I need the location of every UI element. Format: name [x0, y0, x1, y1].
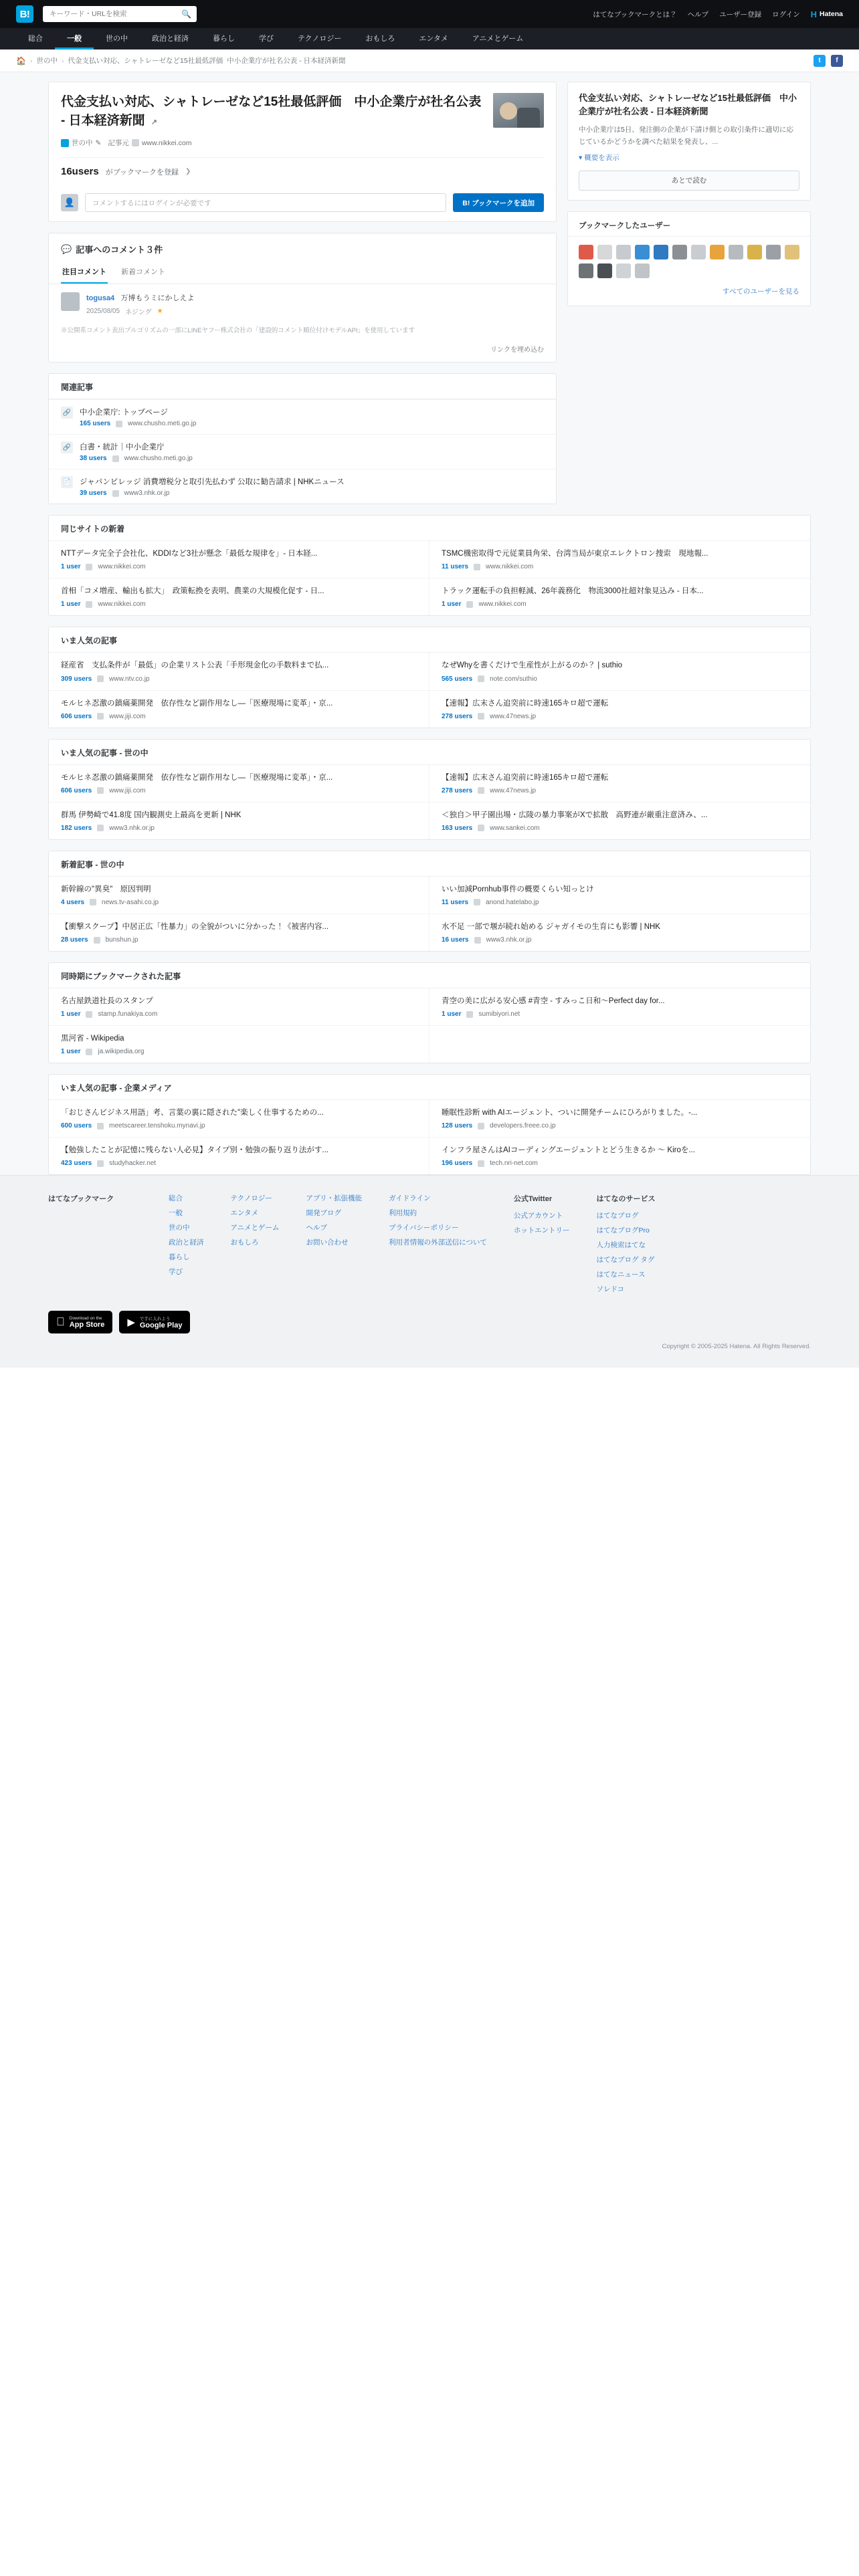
item-title[interactable]: ＜独自＞甲子園出場・広陵の暴力事案がXで拡散 高野連が厳重注意済み、... — [442, 811, 708, 819]
avatar[interactable] — [691, 245, 706, 259]
footer-link[interactable]: 政治と経済 — [169, 1239, 204, 1247]
footer-link[interactable]: 開発ブログ — [306, 1209, 341, 1218]
avatar[interactable] — [635, 245, 650, 259]
article-lists — [48, 515, 811, 1175]
comment-text: 万博もうミにかしえよ — [120, 294, 195, 303]
avatar[interactable] — [579, 263, 593, 278]
footer-brand: はてなブックマーク — [48, 1195, 114, 1204]
section-popular-yononaka — [48, 739, 811, 840]
footer-link[interactable]: お問い合わせ — [306, 1239, 349, 1247]
bookmark-users-grid — [568, 237, 810, 282]
item-users[interactable]: 11 users — [442, 563, 469, 571]
read-later-button[interactable]: あとで読む — [579, 171, 799, 191]
footer-link[interactable]: はてなニュース — [596, 1271, 646, 1279]
page-body — [0, 72, 859, 1368]
related-title[interactable]: 中小企業庁: トップページ — [80, 409, 168, 417]
header-link-login[interactable]: ログイン — [772, 10, 800, 19]
item-users[interactable]: 1 user — [61, 563, 81, 571]
related-articles-title: 関連記事 — [49, 374, 556, 399]
comment-compose-card — [48, 187, 557, 222]
avatar[interactable] — [616, 263, 631, 278]
item-domain: www.47news.jp — [490, 786, 537, 794]
app-store-badge-label: App Store — [61, 1320, 96, 1329]
item-users[interactable]: 278 users — [442, 712, 473, 720]
avatar: 👤 — [61, 194, 78, 211]
footer-link[interactable]: ホットエントリー — [513, 1226, 570, 1235]
related-title[interactable]: 白書・統計｜中小企業庁 — [80, 443, 165, 452]
section-title: いま人気の記事 - 企業メディア — [49, 1075, 810, 1100]
list-item[interactable] — [430, 877, 810, 914]
item-title[interactable]: トラック運転手の負担軽減、26年義務化 物流3000社超対象見込み - 日本... — [442, 587, 704, 596]
nav-tab-kurashi[interactable]: 暮らし — [213, 34, 235, 43]
section-title: 同時期にブックマークされた記事 — [49, 963, 810, 988]
comment-username[interactable]: togusa4 — [86, 294, 115, 303]
site-favicon-icon — [97, 787, 104, 794]
hatena-brand[interactable] — [811, 9, 843, 19]
item-title[interactable]: 「おじさんビジネス用語」考、言葉の裏に隠された"楽しく仕事するための... — [61, 1109, 324, 1117]
item-title[interactable]: 名古屋鉄道社長のスタンプ — [61, 997, 153, 1006]
search-input[interactable] — [48, 9, 181, 19]
item-title[interactable]: 首相「コメ増産、輸出も拡大」 政策転換を表明、農業の大規模化促す - 日... — [61, 587, 324, 596]
main-column — [48, 82, 557, 504]
item-users[interactable]: 1 user — [61, 1010, 81, 1018]
item-users[interactable]: 11 users — [442, 898, 469, 906]
apple-icon — [56, 1315, 65, 1329]
related-articles-section — [48, 373, 557, 504]
google-play-badge-label: Google Play — [131, 1321, 174, 1329]
share-buttons — [814, 55, 843, 67]
site-favicon-icon — [86, 564, 92, 570]
item-domain: www.nikkei.com — [486, 563, 534, 571]
copyright: Copyright © 2005-2025 Hatena. All Rights Reserved. — [662, 1343, 811, 1351]
nav-tab-manabi[interactable]: 学び — [259, 34, 274, 43]
avatar[interactable] — [747, 245, 762, 259]
list-item[interactable] — [430, 541, 810, 578]
related-domain: www3.nhk.or.jp — [124, 490, 170, 498]
item-domain: www.nikkei.com — [98, 563, 146, 571]
related-title[interactable]: ジャパンビレッジ 消費増税分と取引先払わず 公取に勧告請求 | NHKニュース — [80, 478, 345, 487]
item-users[interactable]: 1 user — [61, 601, 81, 609]
bookmark-count[interactable]: 16users — [61, 166, 99, 178]
footer-link[interactable]: ガイドライン — [389, 1194, 431, 1203]
sidebar-entry-description: 中小企業庁は5日、発注側の企業が下請け側との取引条件に適切に応じているかどうかを調べた結果を発表し、... — [579, 126, 793, 146]
see-all-users-link[interactable]: すべてのユーザーを見る — [722, 287, 799, 296]
item-users[interactable]: 606 users — [61, 786, 92, 794]
home-icon[interactable]: 🏠 — [16, 56, 26, 66]
hatena-bookmark-logo[interactable]: B! — [16, 5, 33, 23]
site-favicon-icon — [466, 601, 473, 608]
doc-icon: 📄 — [61, 476, 73, 488]
item-users[interactable]: 182 users — [61, 824, 92, 832]
footer-link[interactable]: 世の中 — [169, 1224, 190, 1232]
section-title: いま人気の記事 — [49, 627, 810, 653]
footer-link[interactable]: 暮らし — [169, 1253, 190, 1262]
item-title[interactable]: 群馬 伊勢崎で41.8度 国内観測史上最高を更新 | NHK — [61, 811, 242, 819]
entry-domain[interactable]: www.nikkei.com — [141, 138, 192, 147]
item-users[interactable]: 16 users — [442, 936, 469, 944]
nav-tab-omoshiro[interactable]: おもしろ — [365, 34, 395, 43]
item-users[interactable]: 600 users — [61, 1122, 92, 1130]
item-title[interactable]: 【衝撃スクープ】中居正広「性暴力」の全貌がついに分かった！《被害内容... — [61, 922, 329, 931]
chevron-right-icon[interactable]: ❯ — [185, 168, 191, 176]
entry-title[interactable] — [61, 93, 484, 130]
footer-link[interactable]: ソレドコ — [596, 1285, 625, 1294]
google-play-badge[interactable] — [119, 1311, 190, 1333]
item-domain: news.tv-asahi.co.jp — [102, 898, 159, 906]
site-favicon-icon — [116, 421, 122, 427]
list-item[interactable] — [49, 469, 556, 504]
item-title[interactable]: 青空の美に広がる安心感 #青空 - すみっこ日和〜Perfect day for... — [442, 997, 665, 1006]
entry-category-label: 世の中 — [72, 139, 93, 148]
comment-tabs — [49, 262, 556, 284]
category-nav — [0, 28, 859, 49]
item-title[interactable]: 水不足 一部で堰が続れ始める ジャガイモの生育にも影響 | NHK — [442, 922, 660, 931]
site-favicon-icon — [97, 713, 104, 720]
section-title: 新着記事 - 世の中 — [49, 851, 810, 877]
list-item[interactable] — [49, 765, 430, 802]
item-users[interactable]: 423 users — [61, 1160, 92, 1168]
show-summary-link[interactable] — [579, 152, 799, 163]
item-users[interactable]: 4 users — [61, 898, 85, 906]
footer-link[interactable]: ヘルプ — [306, 1224, 327, 1232]
list-item[interactable] — [49, 877, 430, 914]
section-new-yononaka — [48, 851, 811, 952]
item-users[interactable]: 606 users — [61, 712, 92, 720]
avatar[interactable] — [597, 263, 612, 278]
google-play-icon: ▶ — [118, 1317, 127, 1329]
item-title[interactable]: NTTデータ完全子会社化、KDDIなど3社が懸念「最低な規律を」- 日本経... — [61, 550, 318, 558]
section-title: 同じサイトの新着 — [49, 516, 810, 541]
nav-tab-entame[interactable]: エンタメ — [419, 34, 448, 43]
site-favicon-icon — [478, 675, 484, 682]
hatena-brand-label: Hatena — [819, 10, 843, 18]
list-item[interactable] — [49, 399, 556, 434]
section-corporate-media — [48, 1074, 811, 1175]
site-favicon-icon — [112, 455, 119, 462]
item-domain: www.nikkei.com — [478, 601, 527, 609]
footer-link[interactable]: 一般 — [169, 1209, 183, 1218]
site-favicon-icon — [97, 1160, 104, 1167]
item-domain: www.47news.jp — [490, 712, 537, 720]
site-favicon-icon — [478, 1123, 484, 1130]
global-header — [0, 0, 859, 28]
twitter-share-icon[interactable]: t — [814, 55, 826, 67]
item-domain: studyhacker.net — [109, 1160, 157, 1168]
tab-new-comments[interactable]: 新着コメント — [121, 268, 165, 277]
embed-link[interactable]: リンクを埋め込む — [490, 346, 544, 354]
bookmark-count-suffix: がブックマークを登録 — [105, 168, 179, 177]
avatar[interactable] — [579, 245, 593, 259]
avatar[interactable] — [672, 245, 687, 259]
item-title[interactable]: 【勉強したことが記憶に残らない人必見】タイプ別・勉強の振り返り法がす... — [61, 1146, 329, 1155]
entry-summary-card — [567, 82, 811, 201]
header-link-about[interactable]: はてなブックマークとは？ — [593, 10, 677, 19]
item-title[interactable]: TSMC機密取得で元従業員角栄、台湾当局が東京エレクトロン捜索 現地報... — [442, 550, 708, 558]
breadcrumb-item-0[interactable]: 世の中 — [36, 57, 58, 65]
item-title[interactable]: 【速報】広末さん追突前に時速165キロ超で運転 — [442, 699, 609, 708]
item-title[interactable]: モルヒネ忍激の鎮痛薬開発 依存性など副作用なし—「医療現場に変革」・京... — [61, 699, 333, 708]
nav-tab-ippan[interactable]: 一般 — [55, 28, 94, 49]
avatar[interactable] — [766, 245, 781, 259]
footer-heading: はてなのサービス — [596, 1195, 656, 1204]
avatar[interactable] — [729, 245, 743, 259]
item-title[interactable]: 睡眠性診断 with AIエージェント、ついに開発チームにひろがりました。-... — [442, 1109, 698, 1117]
list-item[interactable] — [49, 690, 430, 728]
comment-date: 2025/08/05 — [86, 308, 120, 316]
footer-link[interactable]: 学び — [169, 1268, 183, 1277]
item-domain: sumibiyori.net — [478, 1010, 520, 1018]
google-play-badge-small: で手に入れよう — [131, 1316, 162, 1321]
related-domain: www.chusho.meti.go.jp — [128, 420, 197, 428]
item-domain: www.jiji.com — [109, 786, 146, 794]
comment-input[interactable]: コメントするにはログインが必要です — [85, 193, 446, 212]
item-title[interactable]: なぜWhyを書くだけで生産性が上がるのか？ | suthio — [442, 661, 623, 670]
show-summary-label: 概要を表示 — [584, 153, 619, 162]
footer-link[interactable]: 利用者情報の外部送信について — [389, 1239, 487, 1247]
site-favicon-icon — [474, 899, 480, 905]
footer-link[interactable]: はてなブログ タグ — [596, 1256, 655, 1265]
list-item[interactable] — [430, 690, 810, 728]
comment-item — [49, 284, 556, 322]
section-title: いま人気の記事 - 世の中 — [49, 740, 810, 765]
item-title[interactable]: インフラ屋さんはAIコーディングエージェントとどう生きるか ～ Kiroを... — [442, 1146, 695, 1155]
site-favicon-icon — [466, 1011, 473, 1018]
link-icon: 🔗 — [61, 441, 73, 453]
item-title[interactable]: いい加減Pornhub事件の概要くらい知っとけ — [442, 885, 594, 893]
avatar[interactable] — [635, 263, 650, 278]
entry-source-label: 記事元 — [108, 139, 129, 148]
footer-link[interactable]: アプリ・拡張機能 — [306, 1194, 363, 1203]
site-favicon-icon — [478, 1160, 484, 1167]
list-item[interactable] — [430, 1137, 810, 1174]
footer-col-apps — [306, 1193, 362, 1299]
entry-category[interactable] — [61, 138, 101, 148]
item-domain: www.nikkei.com — [98, 601, 146, 609]
hatena-logo-icon: H — [810, 9, 817, 19]
link-icon: 🔗 — [61, 407, 73, 419]
footer-col-twitter — [514, 1193, 570, 1299]
comments-heading — [49, 233, 556, 262]
site-footer — [0, 1175, 859, 1368]
search-icon[interactable]: 🔍 — [181, 9, 191, 19]
footer-link[interactable]: おもしろ — [230, 1239, 259, 1247]
list-item[interactable] — [49, 802, 430, 839]
footer-col-categories-1 — [169, 1193, 204, 1299]
article-thumbnail — [493, 93, 544, 128]
list-item[interactable] — [49, 434, 556, 469]
comment-tag[interactable]: ネジング — [125, 309, 152, 317]
comments-section — [48, 233, 557, 362]
facebook-share-icon[interactable]: f — [831, 55, 843, 67]
breadcrumb-item-2[interactable]: 中小企業庁が社名公表 - 日本経済新聞 — [227, 57, 346, 65]
list-item[interactable] — [430, 1025, 810, 1063]
bookmark-summary — [61, 157, 544, 177]
item-domain: ja.wikipedia.org — [98, 1048, 145, 1056]
item-users[interactable]: 128 users — [442, 1122, 473, 1130]
app-store-badge[interactable] — [48, 1311, 112, 1333]
breadcrumb-item-1[interactable]: 代金支払い対応、シャトレーゼなど15社最低評価 — [68, 57, 223, 65]
site-favicon-icon — [474, 937, 481, 944]
item-domain: note.com/suthio — [490, 675, 537, 683]
avatar[interactable] — [597, 245, 612, 259]
item-title[interactable]: 経産省 支払条件が「最低」の企業リスト公表「手形現金化の手数料まで払... — [61, 661, 329, 670]
footer-brand-col — [48, 1193, 142, 1299]
site-favicon-icon — [132, 139, 139, 146]
footer-link[interactable]: はてなブログPro — [596, 1226, 650, 1235]
search-box[interactable] — [43, 6, 197, 22]
related-domain: www.chusho.meti.go.jp — [124, 455, 193, 463]
footer-link[interactable]: テクノロジー — [230, 1194, 272, 1203]
nav-tab-sogo[interactable]: 総合 — [28, 34, 43, 43]
item-users[interactable]: 28 users — [61, 936, 88, 944]
footer-link[interactable]: はてなブログ — [596, 1212, 639, 1220]
breadcrumb: 🏠 › 世の中 › 代金支払い対応、シャトレーゼなど15社最低評価 中小企業庁が社名公表 - 日本経済新聞 t f — [0, 49, 859, 72]
item-users[interactable]: 309 users — [61, 675, 92, 683]
footer-link[interactable]: 総合 — [169, 1194, 183, 1203]
nav-tab-yononaka[interactable]: 世の中 — [106, 34, 128, 43]
item-domain: www3.nhk.or.jp — [109, 824, 155, 832]
item-domain: anond.hatelabo.jp — [486, 898, 539, 906]
item-domain: meetscareer.tenshoku.mynavi.jp — [109, 1122, 205, 1130]
bookmark-users-card — [567, 211, 811, 306]
list-item[interactable] — [49, 1100, 430, 1137]
list-item[interactable] — [49, 653, 430, 689]
comments-heading-label: 記事へのコメント３件 — [76, 245, 163, 255]
avatar[interactable] — [654, 245, 668, 259]
tab-featured-comments[interactable]: 注目コメント — [61, 262, 108, 284]
item-domain: www.sankei.com — [490, 824, 540, 832]
list-item[interactable] — [49, 914, 430, 951]
item-domain: www3.nhk.or.jp — [486, 936, 532, 944]
list-item[interactable] — [49, 578, 430, 615]
footer-link[interactable]: 人力検索はてな — [596, 1241, 646, 1250]
entry-meta — [61, 138, 544, 148]
related-users[interactable]: 39 users — [80, 490, 107, 498]
comment-meta — [86, 306, 544, 316]
item-users[interactable]: 1 user — [61, 1048, 81, 1056]
item-domain: developers.freee.co.jp — [490, 1122, 556, 1130]
star-icon[interactable]: ★ — [157, 308, 163, 316]
avatar[interactable] — [616, 245, 631, 259]
item-users[interactable]: 278 users — [442, 786, 473, 794]
footer-link[interactable]: プライバシーポリシー — [389, 1224, 459, 1232]
entry-title-text: 代金支払い対応、シャトレーゼなど15社最低評価 中小企業庁が社名公表 - 日本経済新聞 — [61, 95, 482, 128]
item-domain: www.ntv.co.jp — [109, 675, 150, 683]
header-link-register[interactable]: ユーザー登録 — [719, 10, 762, 19]
site-favicon-icon — [86, 1011, 92, 1018]
related-users[interactable]: 38 users — [80, 455, 107, 463]
list-item[interactable] — [430, 578, 810, 615]
list-item[interactable] — [430, 1100, 810, 1137]
nav-tab-anime-game[interactable]: アニメとゲーム — [472, 34, 524, 43]
footer-heading: 公式Twitter — [513, 1195, 553, 1204]
app-store-badge-small: Download on the — [61, 1315, 94, 1321]
avatar[interactable] — [710, 245, 725, 259]
list-item[interactable] — [430, 802, 810, 839]
comment-notice: ※公開系コメント表出プルゴリズムの一部にLINEヤフー株式会社の「建設的コメント順位付けモデルAPI」を使用しています — [61, 327, 415, 335]
header-right-links — [593, 9, 843, 19]
item-users[interactable]: 1 user — [442, 1010, 462, 1018]
site-favicon-icon — [97, 1123, 104, 1130]
item-users[interactable]: 1 user — [442, 601, 462, 609]
list-item[interactable] — [430, 765, 810, 802]
site-favicon-icon — [94, 937, 100, 944]
sidebar — [567, 82, 811, 306]
footer-link[interactable]: エンタメ — [230, 1209, 259, 1218]
item-users[interactable]: 196 users — [442, 1160, 473, 1168]
site-favicon-icon — [86, 601, 92, 608]
bookmark-users-title: ブックマークしたユーザー — [568, 212, 810, 237]
nav-tab-technology[interactable]: テクノロジー — [298, 34, 342, 43]
avatar[interactable] — [61, 292, 80, 311]
item-title[interactable]: 【速報】広末さん追突前に時速165キロ超で運転 — [442, 773, 609, 782]
item-domain: stamp.funakiya.com — [98, 1010, 158, 1018]
footer-col-policies — [389, 1193, 487, 1299]
app-store-badges — [48, 1311, 811, 1333]
item-users[interactable]: 565 users — [442, 675, 473, 683]
footer-link[interactable]: 公式アカウント — [513, 1212, 563, 1220]
list-item[interactable] — [49, 541, 430, 578]
list-item[interactable] — [430, 653, 810, 689]
item-title[interactable]: 新幹線の"異臭" 原因判明 — [61, 885, 151, 893]
item-title[interactable]: モルヒネ忍激の鎮痛薬開発 依存性など副作用なし—「医療現場に変革」・京... — [61, 773, 333, 782]
site-favicon-icon — [86, 1049, 92, 1055]
add-bookmark-button[interactable]: B! ブックマークを追加 — [453, 193, 544, 212]
sidebar-entry-title[interactable]: 代金支払い対応、シャトレーゼなど15社最低評価 中小企業庁が社名公表 - 日本経済新聞 — [579, 93, 797, 116]
header-link-help[interactable]: ヘルプ — [687, 10, 709, 19]
footer-col-services — [596, 1193, 655, 1299]
section-popular — [48, 627, 811, 728]
footer-link[interactable]: 利用規約 — [389, 1209, 417, 1218]
list-item[interactable] — [49, 1137, 430, 1174]
site-favicon-icon — [478, 787, 484, 794]
external-link-icon[interactable]: ↗ — [151, 118, 158, 126]
site-favicon-icon — [97, 825, 104, 831]
item-domain: bunshun.jp — [105, 936, 138, 944]
avatar[interactable] — [785, 245, 799, 259]
list-item[interactable] — [49, 988, 430, 1025]
item-users[interactable]: 163 users — [442, 824, 473, 832]
nav-tab-seiji[interactable]: 政治と経済 — [152, 34, 189, 43]
section-same-site — [48, 515, 811, 616]
entry-source — [108, 138, 191, 148]
chevron-down-icon: ▾ — [579, 153, 583, 162]
list-item[interactable] — [430, 988, 810, 1025]
site-favicon-icon — [474, 564, 480, 570]
pencil-icon[interactable]: ✎ — [95, 138, 102, 147]
site-favicon-icon — [90, 899, 96, 905]
list-item[interactable] — [49, 1025, 430, 1063]
list-item[interactable] — [430, 914, 810, 951]
item-title[interactable]: 黒河省 - Wikipedia — [61, 1035, 124, 1043]
entry-card — [48, 82, 557, 187]
footer-link[interactable]: アニメとゲーム — [230, 1224, 280, 1232]
site-favicon-icon — [97, 675, 104, 682]
item-domain: tech.nri-net.com — [490, 1160, 538, 1168]
category-icon — [61, 139, 69, 147]
site-favicon-icon — [112, 490, 119, 497]
site-favicon-icon — [478, 825, 484, 831]
item-domain: www.jiji.com — [109, 712, 146, 720]
footer-col-categories-2 — [231, 1193, 280, 1299]
section-same-period — [48, 962, 811, 1063]
related-users[interactable]: 165 users — [80, 420, 111, 428]
comment-icon: 💬 — [61, 243, 72, 254]
site-favicon-icon — [478, 713, 484, 720]
